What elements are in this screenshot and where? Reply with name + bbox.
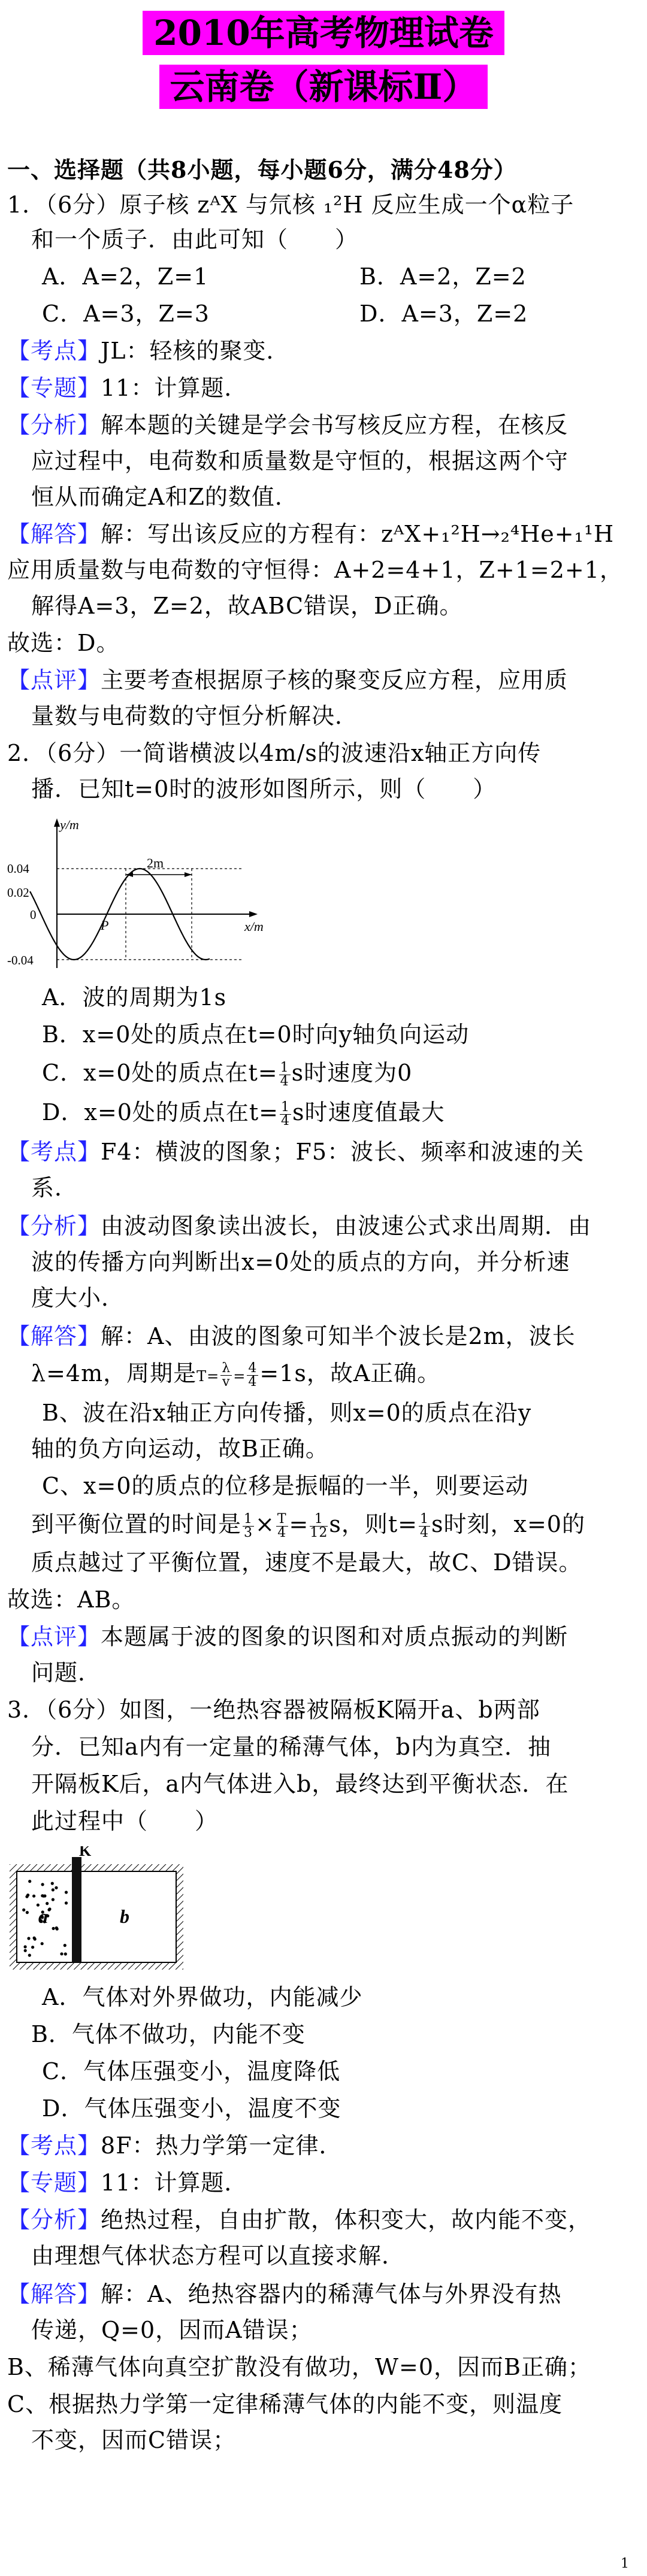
q1-fenxi-2: 应过程中，电荷数和质量数是守恒的，根据这两个守 (31, 448, 569, 474)
tag-jieda: 【解答】 (7, 521, 101, 547)
q2-option-c (42, 1057, 647, 1088)
times-sign: × (255, 1511, 275, 1537)
q2-fenxi-3: 度大小． (31, 1285, 125, 1311)
y-axis-label: y/m (60, 817, 79, 832)
gas-dot (46, 1902, 49, 1905)
frac-den: 4 (280, 1074, 289, 1089)
tag-fenxi: 【分析】 (7, 2207, 101, 2233)
q2-dianping (7, 1621, 647, 1652)
tag-jieda: 【解答】 (7, 2281, 101, 2307)
x-arrow (249, 911, 258, 917)
frac-quarter (279, 1061, 291, 1088)
gas-dot (41, 1942, 44, 1945)
q1-option-d: D．A=3，Z=2 (359, 301, 528, 327)
q1-fenxi-3: 恒从而确定A和Z的数值． (31, 484, 298, 510)
tag-kaodian: 【考点】 (7, 1139, 101, 1165)
q3-option-d: D．气体压强变小，温度不变 (42, 2095, 341, 2122)
frac-num: T (277, 1512, 287, 1527)
q1-fenxi (7, 409, 647, 441)
q1-stem-1: 1．（6分）原子核 zᴬX 与氘核 ₁²H 反应生成一个α粒子 (7, 192, 575, 218)
q2-jieda-5: C、x=0的质点的位移是振幅的一半，则要运动 (42, 1473, 529, 1499)
gas-dot (28, 1880, 31, 1883)
page-number: 1 (621, 2556, 629, 2571)
q2-fenxi (7, 1210, 647, 1242)
q2-answer: 故选：AB。 (7, 1586, 135, 1613)
title-line-1-wrap (0, 11, 647, 55)
q3-fenxi (7, 2204, 647, 2235)
q2-jieda-2h: =1s，故A正确。 (259, 1360, 441, 1386)
label-b: b (120, 1906, 129, 1927)
q1-fenxi-1: 解本题的关键是学会书写核反应方程，在核反 (101, 412, 569, 438)
tag-kaodian: 【考点】 (7, 2132, 101, 2159)
tag-dianping: 【点评】 (7, 1624, 101, 1650)
equals-sign: = (289, 1511, 309, 1537)
q2-jieda-2a: λ=4m，周期是 (31, 1360, 197, 1386)
gas-dot (41, 1883, 44, 1886)
q2-option-a: A．波的周期为1s (42, 984, 227, 1011)
gas-dot (26, 1894, 29, 1897)
q2-jieda-3: B、波在沿x轴正方向传播，则x=0的质点在沿y (42, 1400, 532, 1426)
tick-004: 0.04 (7, 861, 29, 876)
distance-label: 2m (147, 855, 164, 870)
gas-dot (31, 1946, 34, 1949)
tag-kaodian: 【考点】 (7, 338, 101, 364)
q1-jieda-1: 解：写出该反应的方程有：zᴬX+₁²H→₂⁴He+₁¹H (101, 521, 615, 547)
frac-num: λ (222, 1361, 231, 1376)
frac-lambda-v (220, 1362, 232, 1389)
x-axis-label: x/m (244, 919, 264, 934)
frac-den: v (222, 1375, 231, 1389)
gas-dot (24, 1945, 27, 1948)
q1-stem-2: 和一个质子．由此可知（ ） (31, 226, 359, 253)
q3-fenxi-2: 由理想气体状态方程可以直接求解． (31, 2243, 406, 2269)
wave-figure (6, 811, 282, 973)
q1-jieda-3: 解得A=3，Z=2，故ABC错误，D正确。 (31, 593, 463, 619)
distance-arrow-right (185, 872, 192, 877)
q1-option-c: C．A=3，Z=3 (42, 301, 210, 327)
gas-dot (33, 1937, 36, 1940)
label-k: K (79, 1846, 92, 1859)
frac-num: 1 (281, 1100, 291, 1115)
q1-dianping (7, 665, 647, 696)
gas-dot (51, 1882, 54, 1885)
title-line-2: 云南卷（新课标Ⅱ） (159, 65, 488, 109)
gas-dot (22, 1909, 25, 1911)
q3-kaodian-text: 8F：热力学第一定律． (101, 2132, 343, 2159)
frac-t-4 (276, 1513, 288, 1540)
q2-stem-2: 播．已知t=0时的波形如图所示，则（ ） (31, 776, 497, 802)
q1-option-a: A．A=2，Z=1 (42, 263, 209, 290)
q2-stem-1: 2．（6分）一简谐横波以4m/s的波速沿x轴正方向传 (7, 740, 542, 766)
q3-jieda-3: B、稀薄气体向真空扩散没有做功，W=0，因而B正确； (7, 2354, 591, 2380)
point-p-label: P (101, 918, 109, 933)
tag-zhuanti: 【专题】 (7, 2170, 101, 2196)
q3-stem-3: 开隔板K后，a内气体进入b，最终达到平衡状态．在 (31, 1771, 569, 1797)
q3-fenxi-1: 绝热过程，自由扩散，体积变大，故内能不变， (101, 2207, 592, 2233)
label-a: a (38, 1906, 48, 1927)
q1-dianping-2: 量数与电荷数的守恒分析解决． (31, 703, 359, 729)
partition-k (72, 1857, 81, 1962)
gas-dot (55, 1886, 58, 1889)
q3-stem-1: 3．（6分）如图，一绝热容器被隔板K隔开a、b两部 (7, 1697, 540, 1723)
gas-dot (55, 1926, 58, 1929)
title-line-2-wrap (0, 65, 647, 109)
gas-dot (64, 1944, 66, 1947)
q3-kaodian (7, 2130, 647, 2161)
q2-kaodian (7, 1136, 647, 1167)
container-figure (7, 1846, 187, 1972)
gas-dot (52, 1927, 55, 1930)
q3-zhuanti (7, 2167, 647, 2198)
frac-den: 4 (277, 1525, 287, 1540)
q1-jieda (7, 518, 647, 550)
q2-jieda-2e: = (233, 1368, 246, 1385)
frac-den: 4 (420, 1525, 430, 1540)
section-heading: 一、选择题（共8小题，每小题6分，满分48分） (7, 156, 517, 183)
tick-neg004: -0.04 (7, 953, 34, 967)
q3-option-b: B．气体不做功，内能不变 (31, 2021, 306, 2047)
frac-den: 4 (248, 1375, 258, 1389)
q2-option-d-a: D．x=0处的质点在t= (42, 1099, 279, 1125)
q2-jieda-2b: T= (196, 1368, 220, 1385)
frac-1-12 (310, 1513, 328, 1540)
frac-4-4 (247, 1362, 258, 1389)
q1-dianping-1: 主要考查根据原子核的聚变反应方程，应用质 (101, 667, 569, 693)
q3-stem-4: 此过程中（ ） (31, 1808, 219, 1834)
q2-option-b: B．x=0处的质点在t=0时向y轴负向运动 (42, 1021, 470, 1048)
q2-jieda-6 (31, 1509, 647, 1540)
gas-dot (65, 1901, 68, 1904)
q2-kaodian-1: F4：横波的图象；F5：波长、频率和波速的关 (101, 1139, 585, 1165)
frac-1-3 (243, 1513, 254, 1540)
q2-dianping-2: 问题． (31, 1659, 102, 1686)
frac-den: 4 (281, 1113, 291, 1128)
gas-dot (52, 1898, 55, 1901)
gas-dot (28, 1954, 31, 1957)
gas-dot (65, 1891, 68, 1894)
q1-zhuanti (7, 372, 647, 403)
gas-dot (64, 1952, 67, 1955)
tag-jieda: 【解答】 (7, 1323, 101, 1349)
q2-option-d (42, 1097, 647, 1128)
q1-answer: 故选：D。 (7, 630, 120, 656)
frac-quarter (280, 1101, 291, 1128)
gas-dot (24, 1949, 27, 1952)
q3-jieda (7, 2278, 647, 2310)
gas-dot (27, 1937, 30, 1940)
q3-option-a: A．气体对外界做功，内能减少 (42, 1984, 363, 2010)
q2-option-c-b: s时速度为0 (291, 1060, 413, 1086)
q2-kaodian-2: 系． (31, 1175, 78, 1201)
tag-fenxi: 【分析】 (7, 1213, 101, 1239)
q3-zhuanti-text: 11：计算题． (101, 2170, 248, 2196)
frac-num: 1 (420, 1512, 430, 1527)
q2-jieda-1: 解：A、由波的图象可知半个波长是2m，波长 (101, 1323, 576, 1349)
q1-option-b: B．A=2，Z=2 (359, 263, 527, 290)
q2-fenxi-2: 波的传播方向判断出x=0处的质点的方向，并分析速 (31, 1249, 570, 1275)
q2-jieda-6a: 到平衡位置的时间是 (31, 1511, 242, 1537)
gas-dot (32, 1895, 35, 1898)
gas-dot (52, 1888, 55, 1891)
q2-jieda (7, 1321, 647, 1352)
frac-1-4 (419, 1513, 430, 1540)
gas-dot (48, 1907, 51, 1910)
q2-jieda-6j: s，则t= (329, 1511, 418, 1537)
q1-kaodian-text: JL：轻核的聚变． (101, 338, 290, 364)
q2-dianping-1: 本题属于波的图象的识图和对质点振动的判断 (101, 1624, 569, 1650)
tick-0: 0 (30, 908, 37, 922)
q3-jieda-4: C、根据热力学第一定律稀薄气体的内能不变，则温度 (7, 2391, 563, 2417)
tag-dianping: 【点评】 (7, 667, 101, 693)
q1-jieda-2: 应用质量数与电荷数的守恒得：A+2=4+1，Z+1=2+1， (7, 557, 623, 583)
y-arrow (54, 818, 60, 827)
frac-num: 1 (310, 1513, 328, 1527)
q3-jieda-5: 不变，因而C错误； (31, 2427, 237, 2453)
q2-fenxi-1: 由波动图象读出波长，由波速公式求出周期．由 (101, 1213, 592, 1239)
q2-jieda-2 (31, 1358, 647, 1392)
q2-jieda-4: 轴的负方向运动，故B正确。 (31, 1436, 329, 1462)
frac-num: 1 (244, 1512, 253, 1527)
gas-dot (60, 1952, 63, 1955)
title-line-1: 2010年高考物理试卷 (143, 11, 504, 55)
q2-option-c-a: C．x=0处的质点在t= (42, 1060, 278, 1086)
gas-dot (42, 1895, 45, 1898)
q3-option-c: C．气体压强变小，温度降低 (42, 2058, 341, 2085)
frac-den: 12 (310, 1525, 328, 1540)
frac-num: 4 (248, 1361, 258, 1376)
q1-kaodian (7, 335, 647, 366)
q2-option-d-b: s时速度值最大 (292, 1099, 445, 1125)
q3-stem-2: 分．已知a内有一定量的稀薄气体，b内为真空．抽 (31, 1734, 551, 1760)
tag-fenxi: 【分析】 (7, 412, 101, 438)
q3-jieda-2: 传递，Q=0，因而A错误； (31, 2317, 313, 2343)
tag-zhuanti: 【专题】 (7, 375, 101, 401)
frac-den: 3 (244, 1525, 253, 1540)
frac-num: 1 (280, 1060, 289, 1075)
q2-jieda-7: 质点越过了平衡位置，速度不是最大，故C、D错误。 (31, 1549, 582, 1576)
gas-dot (26, 1911, 29, 1914)
q1-zhuanti-text: 11：计算题． (101, 375, 248, 401)
q2-jieda-6m: s时刻，x=0的 (431, 1511, 585, 1537)
q3-jieda-1: 解：A、绝热容器内的稀薄气体与外界没有热 (101, 2281, 562, 2307)
tick-002: 0.02 (7, 885, 29, 900)
